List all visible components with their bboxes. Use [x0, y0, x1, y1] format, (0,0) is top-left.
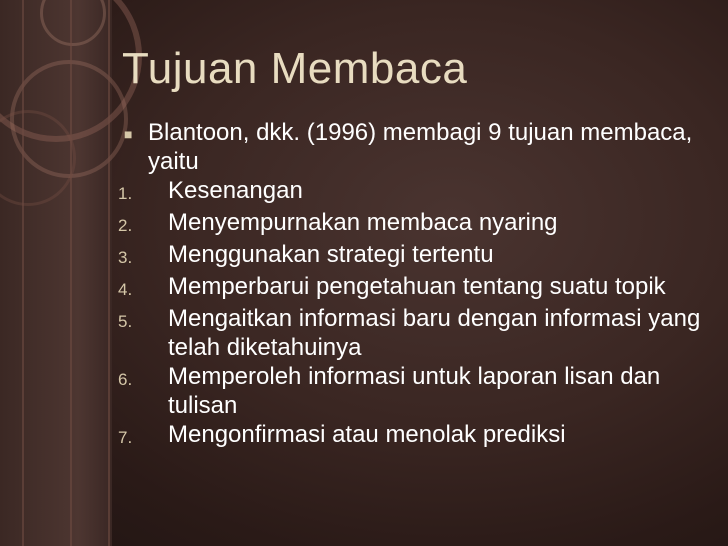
list-number: 7.	[118, 428, 133, 447]
bullet-text: Blantoon, dkk. (1996) membagi 9 tujuan membaca, yaitu	[148, 119, 693, 175]
list-number: 4.	[118, 280, 133, 299]
list-text: Menyempurnakan membaca nyaring	[168, 209, 558, 236]
decorative-line	[22, 0, 24, 546]
list-item	[118, 176, 708, 208]
list-number: 2.	[118, 216, 133, 235]
decorative-line	[70, 0, 72, 546]
slide-title: Tujuan Membaca	[122, 44, 468, 93]
list-text: Kesenangan	[168, 177, 303, 204]
square-bullet-icon: ■	[124, 126, 133, 142]
list-text: Menggunakan strategi tertentu	[168, 241, 494, 268]
list-item	[118, 208, 708, 240]
decorative-strip	[0, 0, 112, 546]
slide-content	[118, 118, 708, 452]
list-number: 3.	[118, 248, 133, 267]
list-text: Memperoleh informasi untuk laporan lisan dan tulisan	[168, 363, 661, 419]
list-item	[118, 272, 708, 304]
list-text: Mengaitkan informasi baru dengan informasi yang telah diketahuinya	[168, 305, 701, 361]
list-item	[118, 362, 708, 420]
list-text: Mengonfirmasi atau menolak prediksi	[168, 421, 566, 448]
list-number: 1.	[118, 184, 133, 203]
list-number: 6.	[118, 370, 133, 389]
list-item	[118, 420, 708, 452]
bullet-item	[118, 118, 708, 176]
list-text: Memperbarui pengetahuan tentang suatu topik	[168, 273, 666, 300]
list-item	[118, 240, 708, 272]
list-item	[118, 304, 708, 362]
list-number: 5.	[118, 312, 133, 331]
decorative-line	[108, 0, 110, 546]
